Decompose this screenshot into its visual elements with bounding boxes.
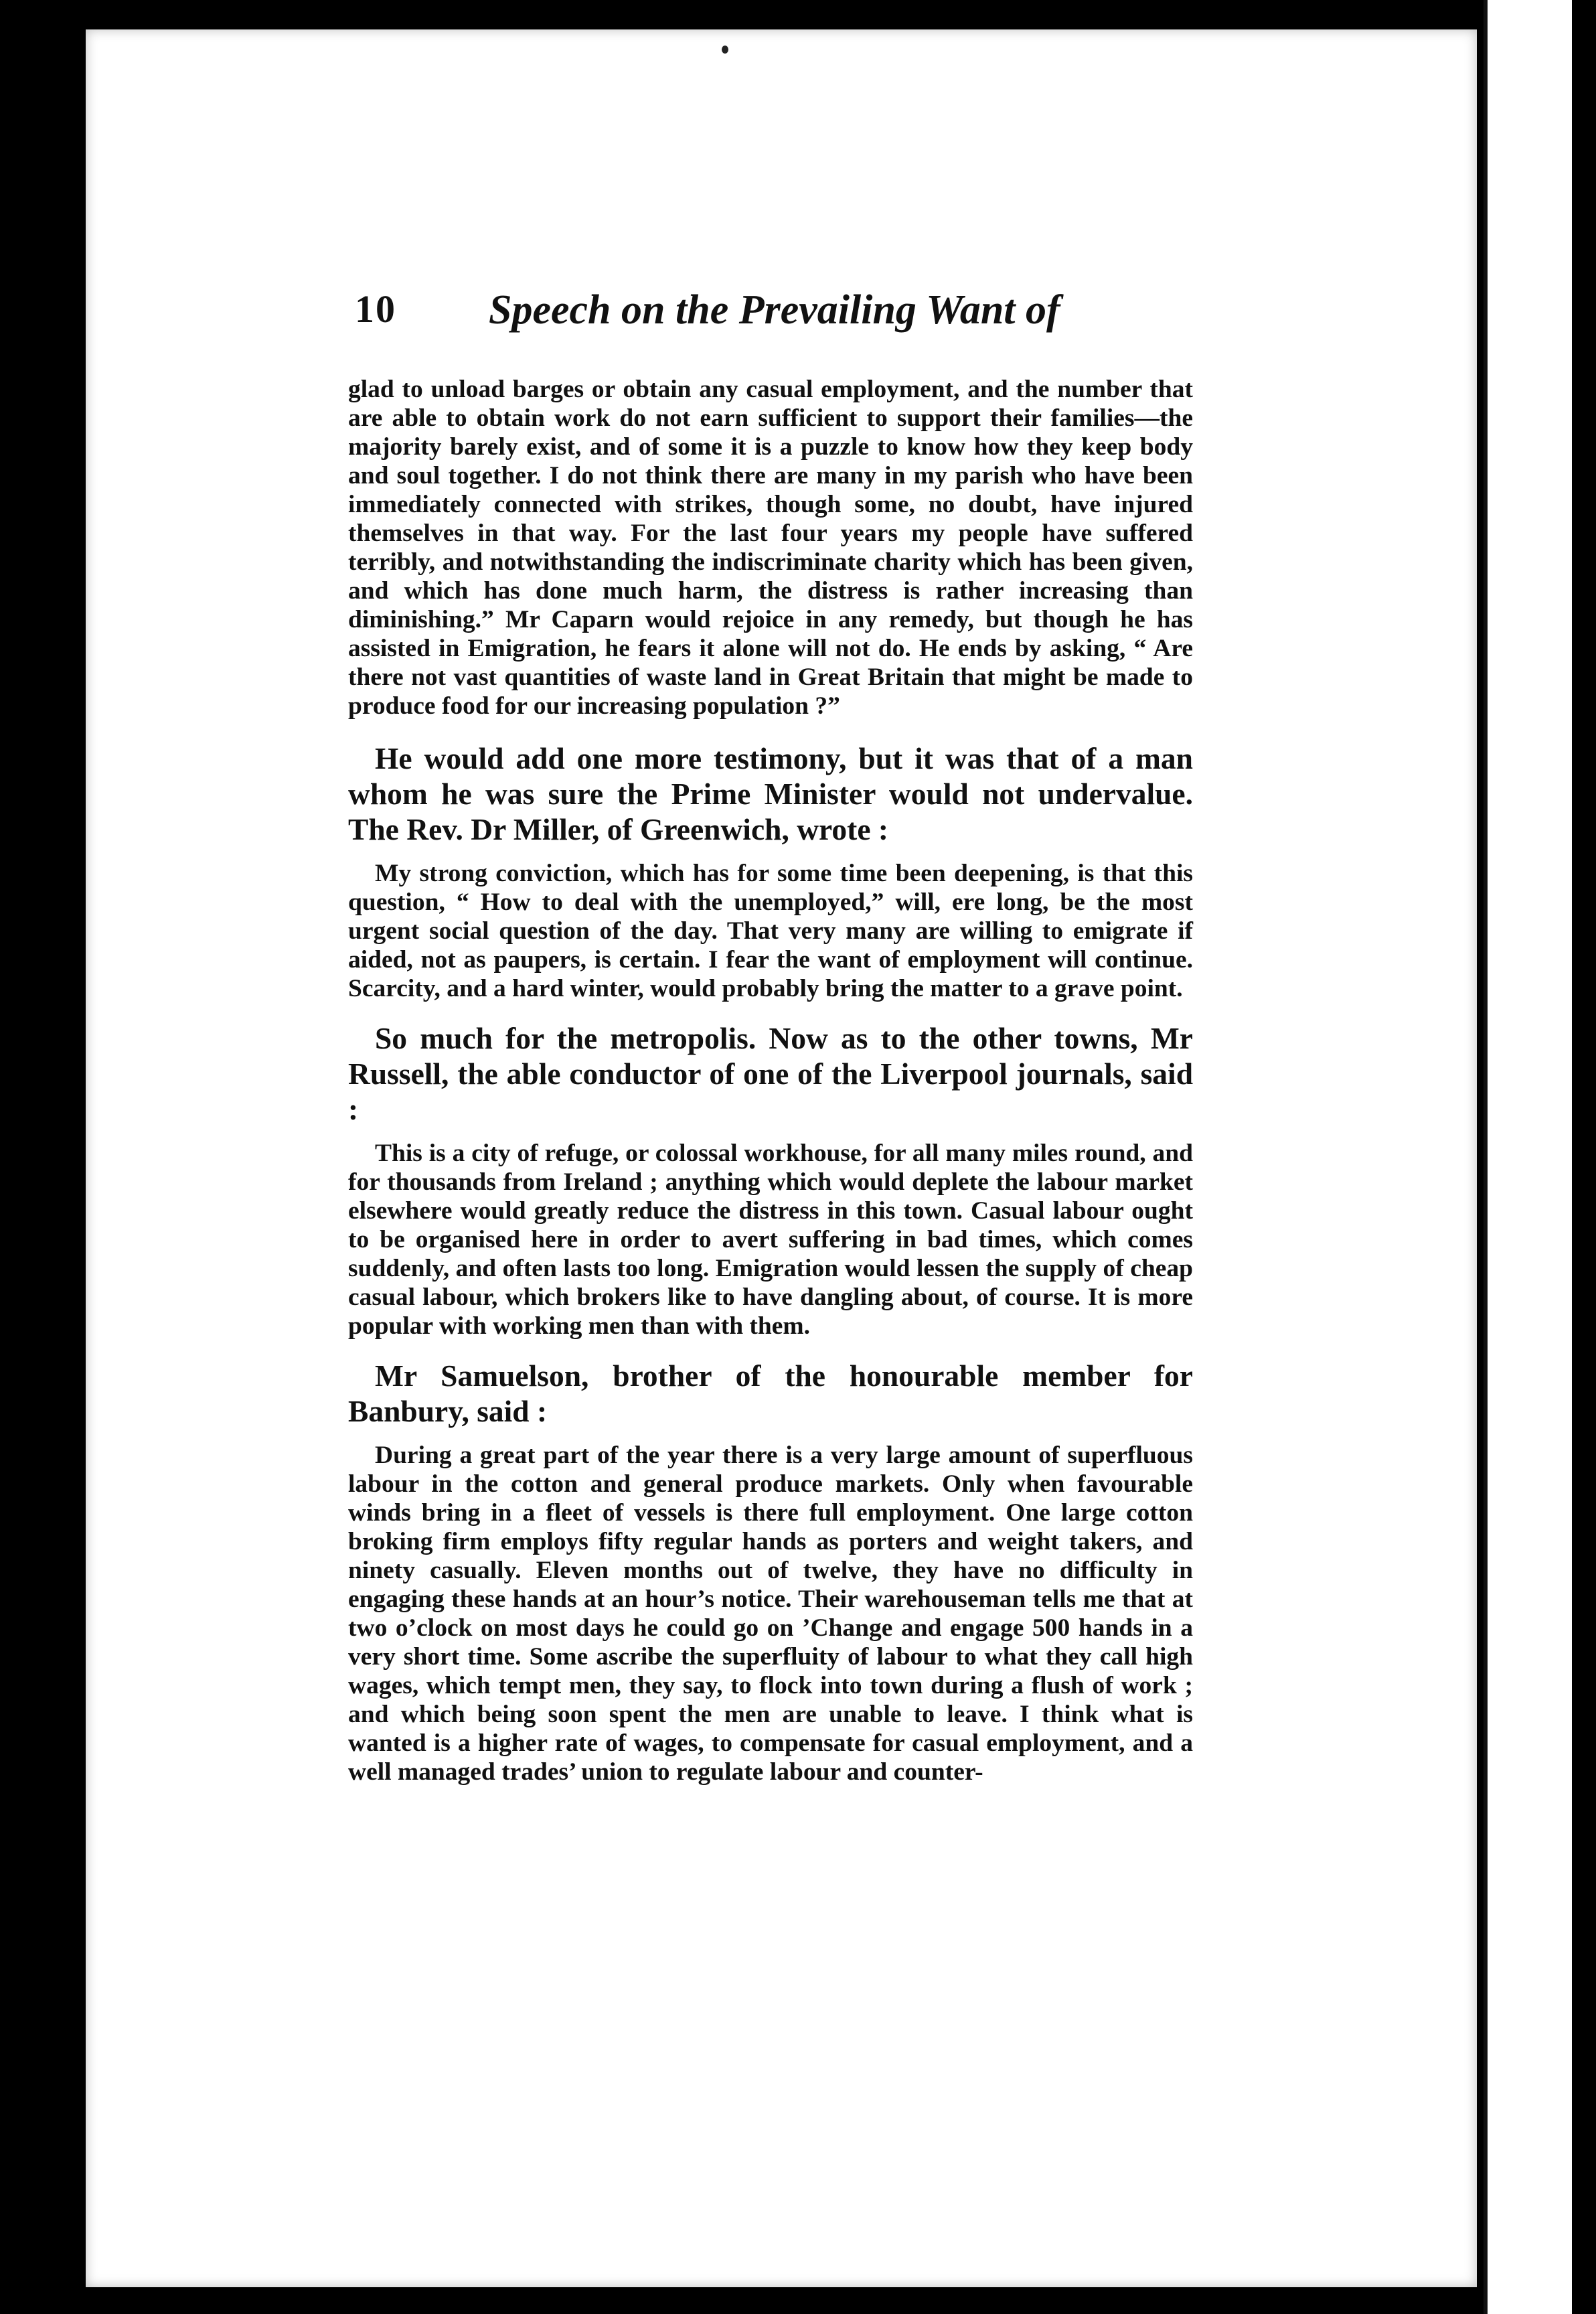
quoted-paragraph-continued: glad to unload barges or obtain any casual employment, and the number that are able to obtain work do not earn sufficient to support their families—the majority barely exist, and of some it is a puzzle to know how they keep body and soul together. I do not think there are many in my parish who have been immediately connected with strikes, though some, no doubt, have injured themselves in that way. For the last four years my people have suffered terribly, and notwithstanding the indiscriminate charity which has been given, and which has done much harm, the distress is rather increasing than diminishing.” Mr Caparn would rejoice in any remedy, but though he has assisted in Emigration, he fears it alone will not do. He ends by asking, “ Are there not vast quantities of waste land in Great Britain that might be made to produce food for our increasing population ?” (348, 376, 1193, 720)
narrative-paragraph: So much for the metropolis. Now as to the other towns, Mr Russell, the able conductor of one of the Liverpool journals, said : (348, 1021, 1193, 1126)
scan-border (1572, 0, 1596, 2314)
adjacent-page-edge (1484, 0, 1596, 2314)
ink-speck (722, 46, 728, 54)
quoted-paragraph: This is a city of refuge, or colossal workhouse, for all many miles round, and for thousands from Ireland ; anything which would deplete the labour market elsewhere would greatly reduce the distress in this town. Casual labour ought to be organised here in order to avert suffering in bad times, which comes suddenly, and often lasts too long. Emigration would lessen the supply of cheap casual labour, which brokers like to have dangling about, of course. It is more popular with working men than with them. (348, 1140, 1193, 1340)
narrative-paragraph: He would add one more testimony, but it was that of a man whom he was sure the Prime Minister would not undervalue. The Rev. Dr Miller, of Greenwich, wrote : (348, 741, 1193, 846)
quoted-paragraph: During a great part of the year there is a very large amount of superfluous labour in the cotton and general produce markets. Only when favourable winds bring in a fleet of vessels is there full employment. One large cotton broking firm employs fifty regular hands as porters and weight takers, and ninety casually. Eleven months out of twelve, they have no difficulty in engaging these hands at an hour’s notice. Their warehouseman tells me that at two o’clock on most days he could go on ’Change and engage 500 hands in a very short time. Some ascribe the superfluity of labour to what they call high wages, which tempt men, they say, to flock into town during a flush of work ; and which being soon spent the men are unable to leave. I think what is wanted is a higher rate of wages, to compensate for casual employment, and a well managed trades’ union to regulate labour and counter- (348, 1442, 1193, 1786)
page-number: 10 (355, 287, 396, 331)
narrative-paragraph: Mr Samuelson, brother of the honourable member for Banbury, said : (348, 1359, 1193, 1428)
body-text (348, 375, 1193, 1786)
page-header (355, 287, 1091, 360)
running-title: Speech on the Prevailing Want of (489, 287, 1060, 333)
quoted-paragraph: My strong conviction, which has for some time been deepening, is that this question, “ How to deal with the unemployed,” will, ere long, be the most urgent social question of the day. That very many are willing to emigrate if aided, not as paupers, is certain. I fear the want of employment will continue. Scarcity, and a hard winter, would probably bring the matter to a grave point. (348, 860, 1193, 1002)
